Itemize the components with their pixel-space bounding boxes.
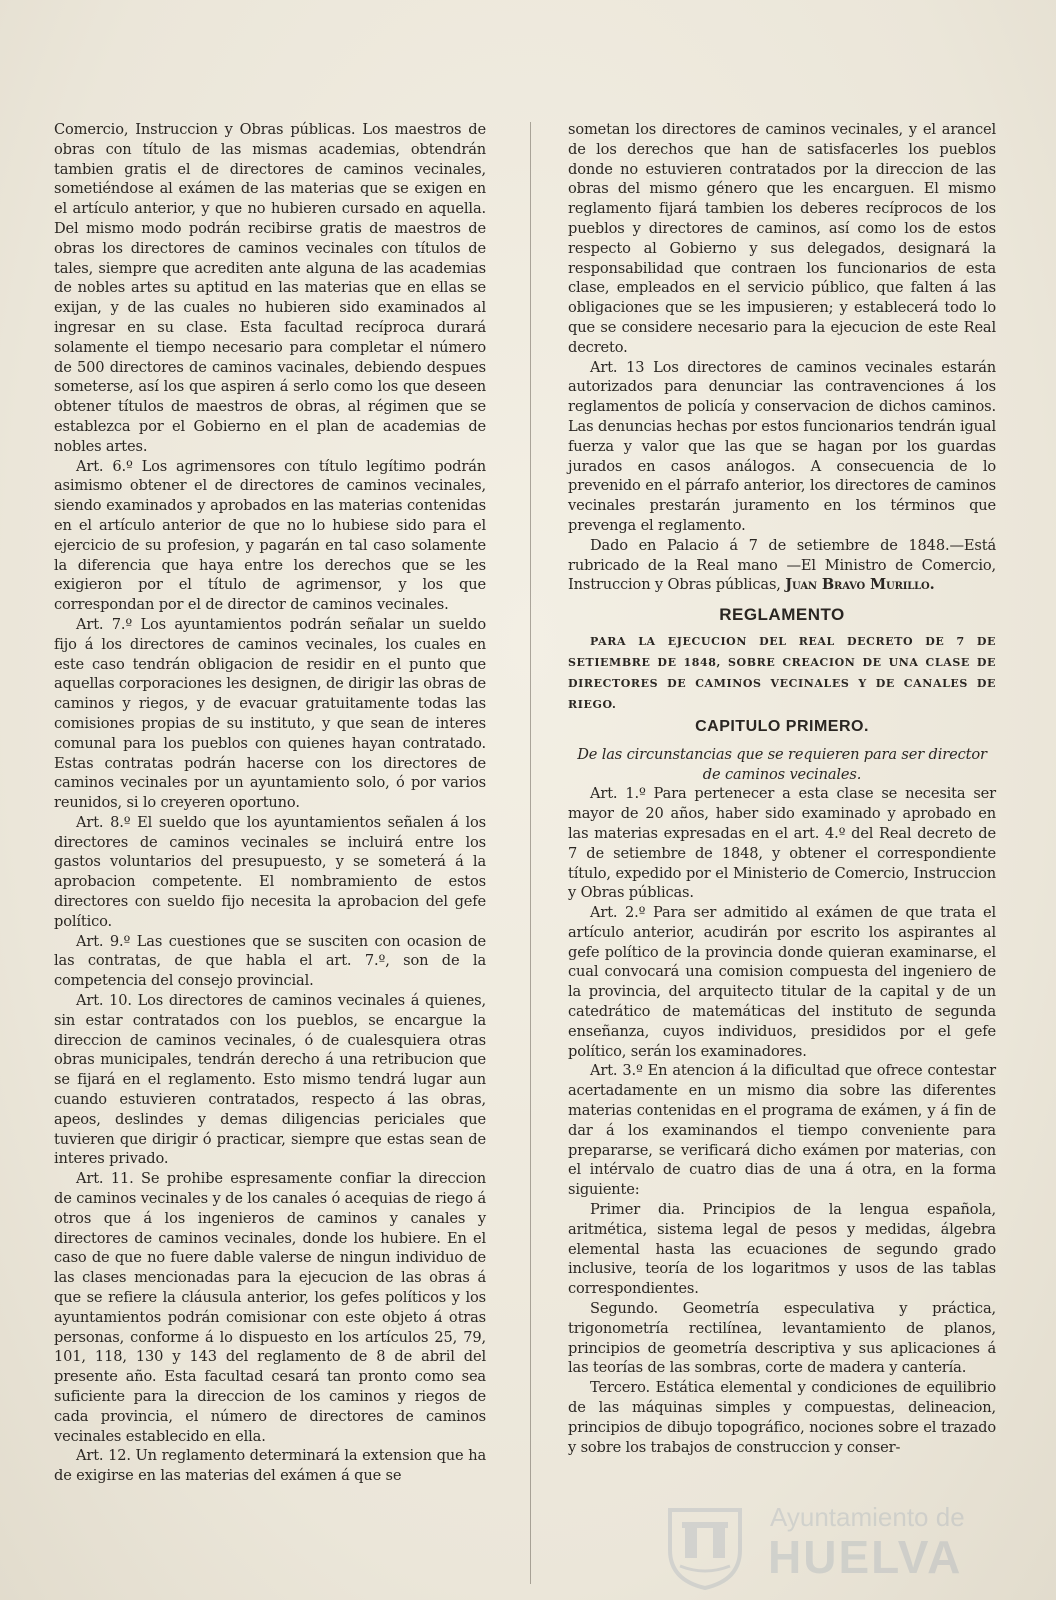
article-10: Art. 10. Los directores de caminos vecinales á quienes, sin estar contratados con los pueblos, se encargue la direccion de caminos vecinales, ó de cualesquiera otras obras municipales, tendrán derecho á una retribucion que se fijará en el reglamento. Esto mismo tendrá lugar aun cuando estuvieren contratados, respecto á las obras, apeos, deslindes y demas diligencias periciales que tuvieren que dirigir ó practicar, siempre que estas sean de interes privado. xyxy=(54,992,486,1168)
signature-name: Juan Bravo Murillo. xyxy=(785,576,935,594)
coat-of-arms-icon xyxy=(650,1500,760,1590)
watermark xyxy=(650,1500,1010,1590)
watermark-line1: Ayuntamiento de xyxy=(770,1502,965,1532)
paragraph: Comercio, Instruccion y Obras públicas. Los maestros de obras con título de las mismas academias, obtendrán tambien gratis el de directores de caminos vecinales, sometiéndose al exámen de las materias que se exigen en el artículo anterior, y que no hubieren cursado en aquella. Del mismo modo podrán recibirse gratis de maestros de obras los directores de caminos vecinales con títulos de tales, siempre que acrediten ante alguna de las academias de nobles artes su aptitud en las materias que en ellas se exijan, y de las cuales no hubieren sido examinados al ingresar en su clase. Esta facultad recíproca durará solamente el tiempo necesario para completar el número de 500 directores de caminos vacinales, debiendo despues someterse, así los que aspiren á serlo como los que deseen obtener títulos de maestros de obras, al régimen que se establezca por el Gobierno en el plan de academias de nobles artes. xyxy=(54,121,486,455)
decree-signature xyxy=(568,536,996,595)
article-6: Art. 6.º Los agrimensores con título legítimo podrán asimismo obtener el de directores de caminos vecinales, siendo examinados y aprobados en las materias contenidas en el artículo anterior de que no lo hubiese sido para el ejercicio de su profesion, y pagarán en tal caso solamente la diferencia que haya entre los derechos que se les exigieron por el título de agrimensor, y los que correspondan por el de director de caminos vecinales. xyxy=(54,457,486,614)
reg-article-2: Art. 2.º Para ser admitido al exámen de que trata el artículo anterior, acudirán por escrito los aspirantes al gefe político de la provincia donde quieran examinarse, el cual convocará una comision compuesta del ingeniero de la provincia, del arquitecto titular de la capital y de un catedrático de matemáticas del instituto de segunda enseñanza, cuyos individuos, presididos por el gefe político, serán los examinadores. xyxy=(568,904,996,1060)
first-day: Primer dia. Principios de la lengua española, aritmética, sistema legal de pesos y medidas, álgebra elemental hasta las ecuaciones de segundo grado inclusive, teoría de los logaritmos y usos de las tablas correspondientes. xyxy=(568,1201,996,1298)
reglamento-subtitle: PARA LA EJECUCION DEL REAL DECRETO DE 7 DE SETIEMBRE DE 1848, SOBRE CREACION DE UNA CLASE DE DIRECTORES DE CAMINOS VECINALES Y DE CANALES DE RIEGO. xyxy=(568,634,996,711)
article-9: Art. 9.º Las cuestiones que se susciten con ocasion de las contratas, de que habla el art. 7.º, son de la competencia del consejo provincial. xyxy=(54,932,486,990)
right-column xyxy=(568,120,996,1457)
reg-article-1: Art. 1.º Para pertenecer a esta clase se necesita ser mayor de 20 años, haber sido examinado y aprobado en las materias expresadas en el art. 4.º del Real decreto de 7 de setiembre de 1848, y obtener el correspondiente título, expedido por el Ministerio de Comercio, Instruccion y Obras públicas. xyxy=(568,785,996,902)
article-8: Art. 8.º El sueldo que los ayuntamientos señalen á los directores de caminos vecinales se incluirá entre los gastos voluntarios del presupuesto, y se someterá á la aprobacion competente. El nombramiento de estos directores con sueldo fijo necesita la aprobacion del gefe político. xyxy=(54,813,486,930)
column-divider xyxy=(530,122,531,1584)
article-7: Art. 7.º Los ayuntamientos podrán señalar un sueldo fijo á los directores de caminos vecinales, los cuales en este caso tendrán obligacion de residir en el punto que aquellas corporaciones les designen, de dirigir las obras de caminos y riegos, y de evacuar gratuitamente todas las comisiones propias de su instituto, y que sean de interes comunal para los pueblos con quienes hayan contratado. Estas contratas podrán hacerse con los directores de caminos vecinales por un ayuntamiento solo, ó por varios reunidos, si lo creyeren oportuno. xyxy=(54,615,486,812)
article-13: Art. 13 Los directores de caminos vecinales estarán autorizados para denunciar las contravenciones á los reglamentos de policía y conservacion de dichos caminos. Las denuncias hechas por estos funcionarios tendrán igual fuerza y valor que las que se hagan por los guardas jurados en casos análogos. A consecuencia de lo prevenido en el párrafo anterior, los directores de caminos vecinales prestarán juramento en los términos que prevenga el reglamento. xyxy=(568,358,996,534)
left-column xyxy=(54,120,486,1486)
chapter-subtitle: De las circunstancias que se requieren para ser director de caminos vecinales. xyxy=(577,745,987,783)
reg-article-3: Art. 3.º En atencion á la dificultad que ofrece contestar acertadamente en un mismo dia sobre las diferentes materias contenidas en el programa de exámen, y á fin de dar á los examinandos el tiempo conveniente para prepararse, se verificará dicho exámen por materias, con el intérvalo de cuatro dias de una á otra, en la forma siguiente: xyxy=(568,1062,996,1199)
article-11: Art. 11. Se prohibe espresamente confiar la direccion de caminos vecinales y de los canales ó acequias de riego á otros que á los ingenieros de caminos y canales y directores de caminos vecinales, donde los hubiere. En el caso de que no fuere dable valerse de ningun individuo de las clases mencionadas para la ejecucion de las obras á que se refiere la cláusula anterior, los gefes políticos y los ayuntamientos podrán comisionar con este objeto á otras personas, conforme á lo dispuesto en los artículos 25, 79, 101, 118, 130 y 143 del reglamento de 8 de abril del presente año. Esta facultad cesará tan pronto como sea suficiente para la direccion de los caminos y riegos de cada provincia, el número de directores de caminos vecinales establecido en ella. xyxy=(54,1170,486,1445)
second-day: Segundo. Geometría especulativa y práctica, trigonometría rectilínea, levantamiento de planos, principios de geometría descriptiva y sus aplicaciones á las teorías de las sombras, corte de madera y cantería. xyxy=(568,1300,996,1377)
signature-text: Dado en Palacio á 7 de setiembre de 1848.—Está rubricado de la Real mano —El Ministro de Comercio, Instruccion y Obras públicas, xyxy=(568,536,996,594)
watermark-line2: HUELVA xyxy=(768,1531,963,1583)
paragraph: sometan los directores de caminos vecinales, y el arancel de los derechos que han de satisfacerles los pueblos donde no estuvieren contratados por la direccion de las obras del mismo género que les encarguen. El mismo reglamento fijará tambien los deberes recíprocos de los pueblos y directores de caminos, así como los de estos respecto al Gobierno y sus delegados, designará la responsabilidad que contraen los funcionarios de esta clase, empleados en el servicio público, que falten á las obligaciones que se les impusieren; y establecerá todo lo que se considere necesario para la ejecucion de este Real decreto. xyxy=(568,121,996,356)
reglamento-title: REGLAMENTO xyxy=(719,605,845,625)
chapter-title: CAPITULO PRIMERO. xyxy=(695,717,869,735)
third-day: Tercero. Estática elemental y condiciones de equilibrio de las máquinas simples y compuestas, delineacion, principios de dibujo topográfico, nociones sobre el trazado y sobre los trabajos de construccion y conser- xyxy=(568,1379,996,1456)
article-12: Art. 12. Un reglamento determinará la extension que ha de exigirse en las materias del exámen á que se xyxy=(54,1447,486,1485)
